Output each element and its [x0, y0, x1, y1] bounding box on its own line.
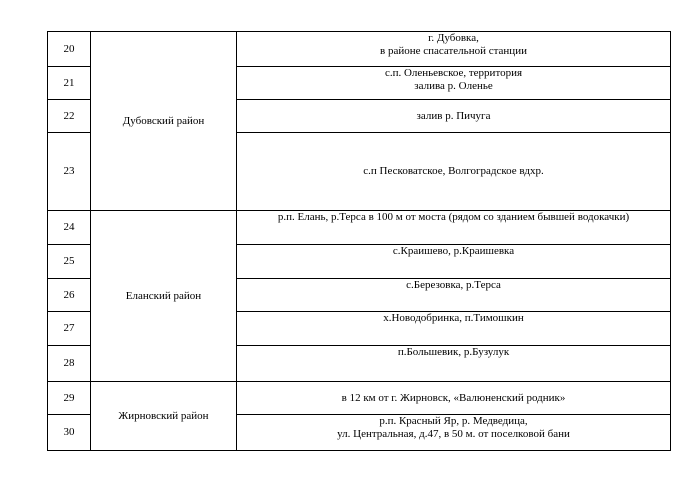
location-text: в 12 км от г. Жирновск, «Валюненский родник» [341, 391, 566, 404]
location-text: с.п. Оленьевское, территория залива р. Оленье [384, 67, 523, 92]
location-cell [237, 211, 671, 245]
location-text: с.Краишево, р.Краишевка [392, 245, 515, 257]
location-cell [237, 346, 671, 382]
location-cell [237, 382, 671, 415]
row-number: 26 [48, 279, 91, 312]
row-number: 28 [48, 346, 91, 382]
row-number: 23 [48, 133, 91, 211]
location-text: п.Большевик, р.Бузулук [397, 346, 510, 358]
table-row [48, 211, 671, 245]
district-cell: Жирновский район [91, 382, 237, 451]
location-cell [237, 312, 671, 346]
row-number: 24 [48, 211, 91, 245]
row-number: 30 [48, 415, 91, 451]
location-cell [237, 415, 671, 451]
table-row [48, 382, 671, 415]
row-number: 22 [48, 100, 91, 133]
location-text: р.п. Елань, р.Терса в 100 м от моста (рядом со зданием бывшей водокачки) [277, 211, 630, 223]
location-text: с.Березовка, р.Терса [406, 279, 501, 291]
district-cell: Еланский район [91, 211, 237, 382]
location-text: х.Новодобринка, п.Тимошкин [383, 312, 524, 324]
row-number: 25 [48, 245, 91, 279]
location-cell [237, 100, 671, 133]
locations-table [47, 31, 671, 451]
location-cell [237, 32, 671, 67]
row-number: 29 [48, 382, 91, 415]
location-text: залив р. Пичуга [416, 109, 491, 122]
row-number: 20 [48, 32, 91, 67]
location-cell [237, 67, 671, 100]
row-number: 27 [48, 312, 91, 346]
location-text: р.п. Красный Яр, р. Медведица, ул. Центральная, д.47, в 50 м. от поселковой бани [337, 415, 570, 440]
location-text: г. Дубовка, в районе спасательной станции [380, 32, 527, 57]
row-number: 21 [48, 67, 91, 100]
table-row [48, 32, 671, 67]
location-text: с.п Песковатское, Волгоградское вдхр. [363, 165, 544, 177]
district-cell: Дубовский район [91, 32, 237, 211]
location-cell [237, 133, 671, 211]
location-cell [237, 279, 671, 312]
location-cell [237, 245, 671, 279]
